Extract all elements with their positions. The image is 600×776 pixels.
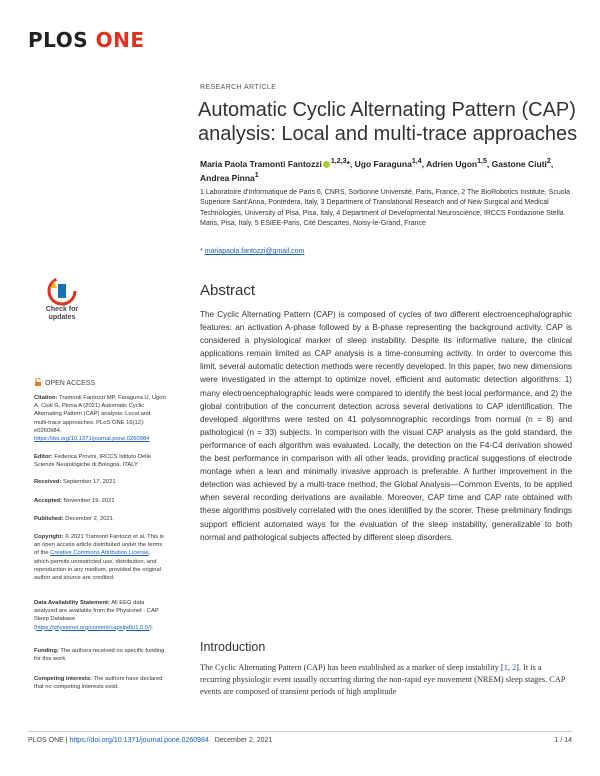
author-separator: ,	[421, 158, 427, 169]
competing-interests-text: The authors have declared that no competing interests exist.	[34, 676, 163, 691]
article-title: Automatic Cyclic Alternating Pattern (CAP) analysis: Local and multi-trace approaches	[198, 99, 578, 145]
published-block	[34, 515, 166, 523]
intro-text: The Cyclic Alternating Pattern (CAP) has been established as a marker of sleep instability [	[200, 663, 504, 672]
footer-divider	[28, 731, 572, 732]
accepted-label: Accepted:	[34, 498, 63, 504]
open-access-label	[34, 378, 95, 387]
author-affil-sup: 2	[546, 157, 551, 165]
email-star: *	[200, 248, 203, 255]
editor-text: Federica Provini, IRCCS Istituto Delle Scienze Neurologiche di Bologna, ITALY	[34, 454, 151, 469]
author-separator: ,	[550, 158, 554, 169]
footer-doi-link[interactable]: https://doi.org/10.1371/journal.pone.0260984	[69, 737, 209, 744]
license-link[interactable]: Creative Commons Attribution License	[50, 550, 149, 557]
check-updates-line1: Check for	[45, 306, 79, 313]
citation-label: Citation:	[34, 395, 58, 401]
footer-journal: PLOS ONE	[28, 737, 64, 744]
published-date: December 2, 2021	[65, 516, 113, 522]
intro-text: ,	[507, 663, 512, 672]
funding-block	[34, 647, 166, 663]
abstract-heading: Abstract	[200, 282, 256, 299]
copyright-label: Copyright:	[34, 534, 64, 540]
funding-label: Funding:	[34, 648, 59, 654]
footer-date: December 2, 2021	[214, 737, 273, 744]
editor-block	[34, 453, 166, 469]
accepted-block	[34, 497, 166, 505]
author-affil-sup: 1,4	[411, 157, 422, 165]
competing-interests-block	[34, 675, 166, 691]
reference-link[interactable]: 2	[512, 663, 517, 672]
reference-link[interactable]: 1	[503, 663, 508, 672]
data-availability-text: All EEG data analyzed are available from the Physionet - CAP Sleep Database (	[34, 600, 159, 631]
logo-plos: PLOS	[28, 28, 89, 52]
abstract-text: The Cyclic Alternating Pattern (CAP) is composed of cycles of two different electroencephalographic features: an activation A-phase followed by a B-phase representing the background activity. CAP is considered a physiological marker of sleep instability. Despite its informative nature, the clinical applications remain limited as CAP analysis is a time-consuming activity. In order to overcome this limit, several automatic detection methods were recently developed. In this paper, two new dimensions were investigated in the attempt to optimize novel, efficient and automatic detection algorithms: 1) many electroencephalographic leads were compared to identify the best local performance, and 2) the global contribution of the concurrent detection across several derivations to CAP identification. The developed algorithms were tested on 41 polysomnographic recordings from normal (n = 8) and pathological (n = 33) subjects. In comparison with the visual CAP analysis as the gold standard, the performance of each algorithm was evaluated. Locally, the detection on the F4-C4 derivation showed the best performance in comparison with all other leads, providing practical suggestions of electrode montage when a lean and minimally invasive approach is preferable. A further improvement in the detection was achieved by a multi-trace method, the Global Analysis—Common Events, to be applied when several recording derivations are available. Moreover, CAP time and CAP rate obtained with these algorithms positively correlated with the ones identified by the scorer. These preliminary findings support efficient automated ways for the evaluation of the sleep instability, generalizable to both normal and pathological subjects affected by different sleep disorders.	[200, 310, 572, 542]
journal-logo	[28, 28, 144, 52]
citation-doi-link[interactable]: https://doi.org/10.1371/journal.pone.0260984	[34, 436, 150, 443]
corresponding-email	[200, 248, 304, 255]
competing-interests-label: Competing interests:	[34, 676, 92, 682]
email-link[interactable]: mariapaola.fantozzi@gmail.com	[204, 248, 305, 255]
logo-one: ONE	[95, 28, 145, 52]
copyright-text: © 2021 Tramonti Fantozzi et al. This is an open access article distributed under the terms of the	[34, 534, 164, 557]
introduction-heading: Introduction	[200, 640, 266, 654]
author-affil-sup: 1	[254, 170, 259, 179]
footer-separator: |	[63, 737, 70, 744]
intro-text: ]. It is a recurring physiologic event usually occurring during the non-rapid eye movement (NREM) sleep stages. CAP events are composed of transient periods of high amplitude	[200, 663, 566, 696]
check-updates-label[interactable]	[30, 306, 94, 322]
data-availability-block	[34, 599, 166, 632]
accepted-date: November 19, 2021	[63, 498, 115, 504]
affiliations: 1 Laboratoire d'Informatique de Paris 6, CNRS, Sorbonne Université, Paris, France, 2 The BioRobotics Institute, Scuola Superiore Sant'Anna, Pontedera, Italy, 3 Department of Translational Research and of New Surgical and Medical Technologies, University of Pisa, Pisa, Italy, 4 Department of Developmental Neuroscience, IRCCS Fondazione Stella Maris, Pisa, Italy, 5 ESIEE-Paris, Cité Descartes, Noisy-le-Grand, France	[200, 189, 571, 228]
received-block	[34, 478, 166, 486]
author-separator: ,	[486, 158, 492, 169]
check-updates-line2: updates	[48, 314, 76, 321]
author-name[interactable]: Maria Paola Tramonti Fantozzi	[200, 158, 322, 169]
published-label: Published:	[34, 516, 64, 522]
citation-text: Tramonti Fantozzi MP, Faraguna U, Ugon A, Ciuti G, Pinna A (2021) Automatic Cyclic Alternating Pattern (CAP) analysis: Local and multi-trace approaches. PLoS ONE 16(12): e0260984.	[34, 395, 166, 434]
author-name[interactable]: Andrea Pinna	[200, 172, 255, 183]
citation-block	[34, 394, 166, 443]
copyright-block	[34, 533, 166, 582]
author-affil-sup: 1,2,3	[330, 157, 347, 165]
open-access-text: OPEN ACCESS	[45, 380, 96, 387]
data-availability-text-end: ).	[149, 624, 154, 631]
orcid-icon[interactable]	[323, 161, 330, 168]
received-date: September 17, 2021	[63, 479, 116, 485]
received-label: Received:	[34, 479, 62, 485]
author-name[interactable]: Gastone Ciuti	[491, 158, 547, 169]
editor-label: Editor:	[34, 454, 53, 460]
copyright-text-end: , which permits unrestricted use, distribution, and reproduction in any medium, provided the original author and source are credited.	[34, 550, 161, 582]
page-footer	[28, 737, 272, 744]
author-affil-sup: 1,5	[477, 157, 487, 165]
author-name[interactable]: Adrien Ugon	[426, 158, 478, 169]
data-availability-label: Data Availability Statement:	[34, 600, 110, 606]
article-type: RESEARCH ARTICLE	[200, 84, 277, 91]
open-lock-icon	[34, 378, 42, 386]
author-name[interactable]: Ugo Faraguna	[354, 158, 412, 169]
check-updates-icon	[38, 276, 86, 306]
author-list	[200, 156, 580, 184]
introduction-text	[200, 662, 572, 698]
funding-text: The authors received no specific funding for this work.	[34, 648, 165, 663]
corresponding-star: *,	[346, 158, 353, 169]
data-link[interactable]: https://physionet.org/content/capslpdb/1.0.0/	[35, 624, 150, 631]
page-number: 1 / 14	[554, 737, 572, 744]
